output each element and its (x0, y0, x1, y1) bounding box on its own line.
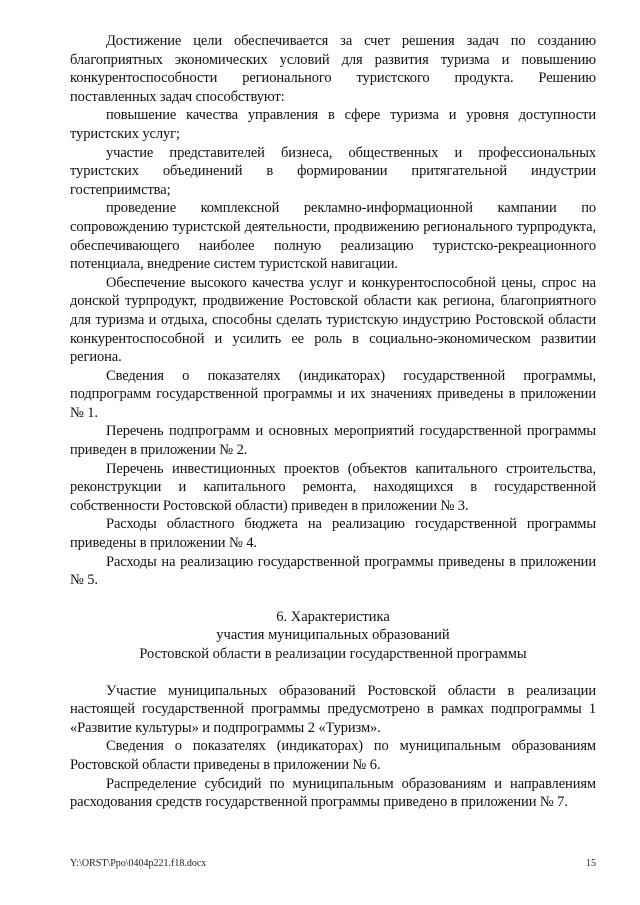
footer-page-number: 15 (586, 858, 596, 869)
section-heading-line: участия муниципальных образований (216, 627, 450, 644)
document-page (70, 32, 596, 812)
body-paragraph: повышение качества управления в сфере туризма и уровня доступности туристских услуг; (70, 107, 596, 142)
body-paragraph: Расходы областного бюджета на реализацию государственной программы приведены в приложении № 4. (70, 516, 596, 552)
body-paragraph: Сведения о показателях (индикаторах) государственной программы, подпрограмм государственной программы и их значениях приведены в приложении № 1. (70, 367, 596, 421)
body-paragraph: участие представителей бизнеса, общественных и профессиональных туристских объединений в формировании притягательной индустрии гостеприимства; (70, 144, 596, 198)
footer-file-path: Y:\ORST\Ppo\0404p221.f18.docx (70, 858, 207, 869)
section-heading (70, 608, 596, 664)
body-paragraph: Перечень инвестиционных проектов (объектов капитального строительства, реконструкции и капитального ремонта, находящихся в государственной собственности Ростовской области) приведен в приложении № 3. (70, 460, 596, 514)
section-paragraph: Распределение субсидий по муниципальным образованиям и направлениям расходования средств государственной программы приведено в приложении № 7. (70, 775, 596, 811)
body-paragraph: Достижение цели обеспечивается за счет решения задач по созданию благоприятных экономических условий для развития туризма и повышению конкурентоспособности регионального туристского продукта. Решению поставленных задач способствуют: (70, 33, 596, 105)
section-heading-number: 6. Характеристика (276, 608, 390, 625)
body-paragraph: Обеспечение высокого качества услуг и конкурентоспособной цены, спрос на донской турпродукт, продвижение Ростовской области как региона, благоприятного для туризма и отдыха, способны сделать туристскую индустрию Ростовской области конкурентоспособной и усилить ее роль в социально-экономическом развитии региона. (70, 274, 596, 366)
section-paragraph: Сведения о показателях (индикаторах) по муниципальным образованиям Ростовской области приведены в приложении № 6. (70, 738, 596, 773)
body-paragraph: Расходы на реализацию государственной программы приведены в приложении № 5. (70, 553, 596, 589)
body-paragraph: проведение комплексной рекламно-информационной кампании по сопровождению туристской деятельности, продвижению регионального турпродукта, обеспечивающего наиболее полную реализацию туристско-рекреационного потенциала, внедрение систем туристской навигации. (70, 200, 596, 273)
body-paragraph: Перечень подпрограмм и основных мероприятий государственной программы приведен в приложении № 2. (70, 423, 596, 459)
section-heading-line: Ростовской области в реализации государственной программы (139, 646, 527, 662)
section-paragraph: Участие муниципальных образований Ростовской области в реализации настоящей государственной программы предусмотрено в рамках подпрограммы 1 «Развитие культуры» и подпрограммы 2 «Туризм». (70, 682, 596, 736)
